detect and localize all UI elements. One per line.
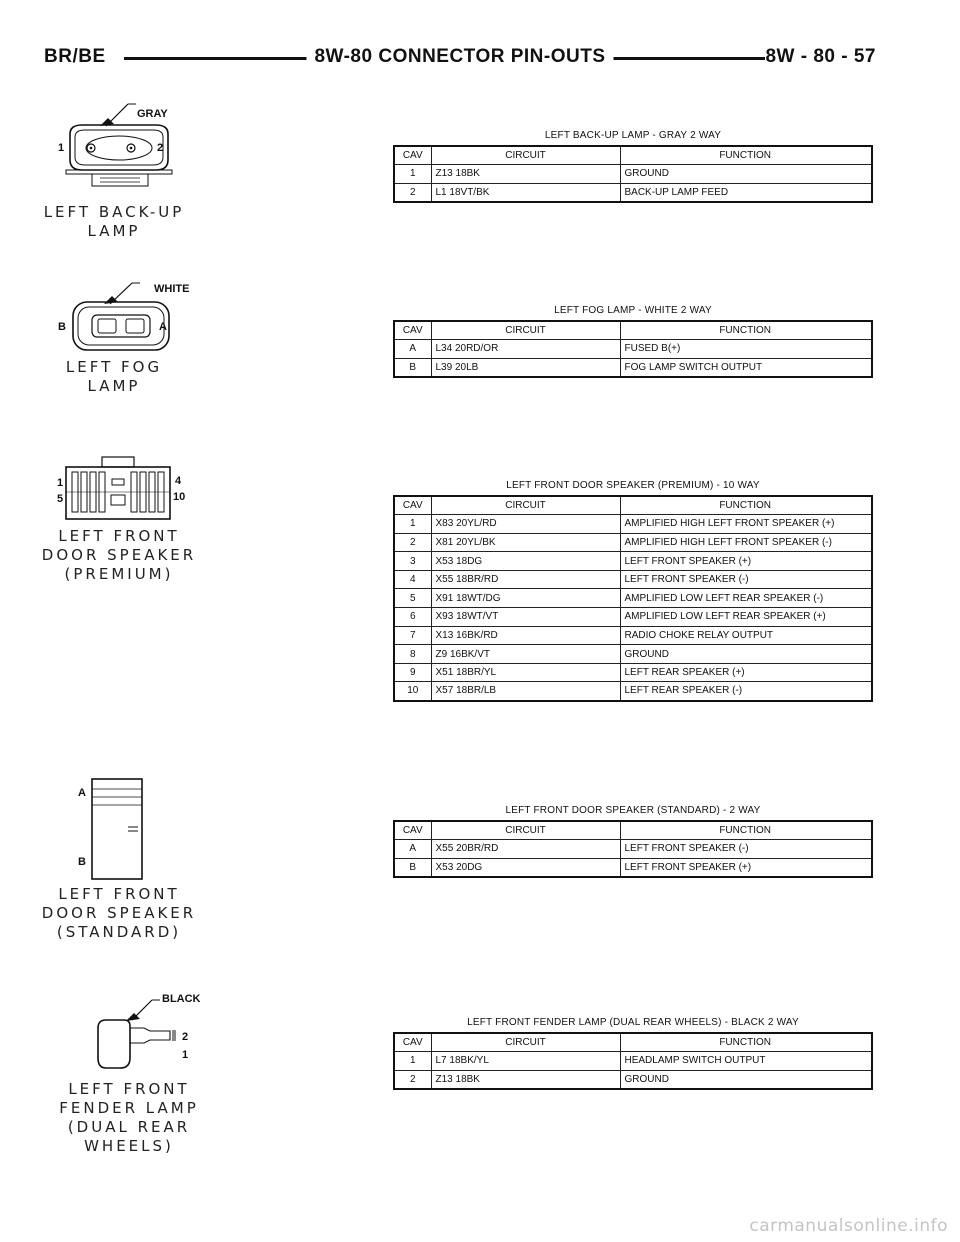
pinout-table-left-backup-lamp [393, 130, 873, 203]
table-row [394, 682, 872, 701]
cell-circuit: Z9 16BK/VT [431, 645, 620, 664]
column-header-cav: CAV [394, 496, 431, 515]
connector-left-front-door-speaker-premium [40, 455, 240, 595]
cell-circuit: X91 18WT/DG [431, 589, 620, 608]
cell-circuit: X81 20YL/BK [431, 533, 620, 552]
header-section-title: 8W-80 CONNECTOR PIN-OUTS [306, 46, 613, 68]
column-header-circuit: CIRCUIT [431, 1033, 620, 1052]
cell-function: LEFT FRONT SPEAKER (+) [620, 552, 872, 571]
table-row [394, 183, 872, 202]
premium-speaker-pin-4: 4 [175, 475, 182, 487]
table-row [394, 645, 872, 664]
cell-cav: B [394, 858, 431, 877]
cell-circuit: L1 18VT/BK [431, 183, 620, 202]
cell-cav: 1 [394, 515, 431, 534]
fog-lamp-pin-b: B [58, 321, 66, 333]
cell-cav: 1 [394, 165, 431, 184]
table-title: LEFT BACK-UP LAMP - GRAY 2 WAY [544, 130, 722, 141]
cell-cav: B [394, 358, 431, 377]
backup-lamp-pin-1: 1 [58, 142, 65, 154]
table-row [394, 840, 872, 859]
cell-circuit: L7 18BK/YL [431, 1052, 620, 1071]
cell-cav: 4 [394, 570, 431, 589]
premium-speaker-connector-icon [40, 455, 240, 525]
cell-cav: 8 [394, 645, 431, 664]
cell-cav: 2 [394, 183, 431, 202]
column-header-function: FUNCTION [620, 146, 872, 165]
table-row [394, 626, 872, 645]
table-header-row [394, 496, 872, 515]
cell-circuit: X55 18BR/RD [431, 570, 620, 589]
pinout-table-left-front-door-speaker-premium [393, 480, 873, 702]
column-header-cav: CAV [394, 146, 431, 165]
cell-function: LEFT REAR SPEAKER (-) [620, 682, 872, 701]
column-header-function: FUNCTION [620, 1033, 872, 1052]
cell-cav: 2 [394, 533, 431, 552]
cell-circuit: X55 20BR/RD [431, 840, 620, 859]
table-header-row [394, 821, 872, 840]
cell-cav: 10 [394, 682, 431, 701]
header-model: BR/BE [44, 46, 106, 67]
fog-lamp-connector-icon [40, 278, 240, 358]
fog-lamp-pin-a: A [159, 321, 167, 333]
premium-speaker-label: LEFT FRONT DOOR SPEAKER (PREMIUM) [41, 527, 197, 583]
column-header-circuit: CIRCUIT [431, 496, 620, 515]
cell-function: LEFT FRONT SPEAKER (-) [620, 570, 872, 589]
cell-cav: 6 [394, 608, 431, 627]
cell-function: HEADLAMP SWITCH OUTPUT [620, 1052, 872, 1071]
table-row [394, 165, 872, 184]
pin-table [393, 320, 873, 378]
cell-circuit: X13 16BK/RD [431, 626, 620, 645]
column-header-cav: CAV [394, 1033, 431, 1052]
cell-circuit: X57 18BR/LB [431, 682, 620, 701]
standard-speaker-pin-a: A [78, 787, 86, 799]
column-header-cav: CAV [394, 321, 431, 340]
table-row [394, 608, 872, 627]
page-header [44, 40, 876, 76]
cell-circuit: Z13 18BK [431, 1070, 620, 1089]
fender-lamp-pin-2: 2 [182, 1031, 189, 1043]
table-row [394, 589, 872, 608]
pin-table [393, 495, 873, 702]
table-row [394, 340, 872, 359]
pin-table [393, 145, 873, 203]
table-row [394, 552, 872, 571]
pin-table [393, 820, 873, 878]
cell-function: AMPLIFIED LOW LEFT REAR SPEAKER (-) [620, 589, 872, 608]
table-row [394, 358, 872, 377]
cell-circuit: X83 20YL/RD [431, 515, 620, 534]
cell-cav: 2 [394, 1070, 431, 1089]
cell-circuit: L34 20RD/OR [431, 340, 620, 359]
backup-lamp-label: LEFT BACK-UP LAMP [43, 203, 185, 240]
cell-cav: 3 [394, 552, 431, 571]
table-title: LEFT FOG LAMP - WHITE 2 WAY [554, 305, 712, 316]
table-row [394, 1070, 872, 1089]
cell-cav: 9 [394, 663, 431, 682]
table-header-row [394, 1033, 872, 1052]
pinout-table-left-front-door-speaker-standard [393, 805, 873, 878]
cell-function: GROUND [620, 165, 872, 184]
table-row [394, 1052, 872, 1071]
cell-function: FOG LAMP SWITCH OUTPUT [620, 358, 872, 377]
cell-function: GROUND [620, 1070, 872, 1089]
table-row [394, 570, 872, 589]
connector-left-front-fender-lamp [40, 988, 240, 1155]
cell-function: GROUND [620, 645, 872, 664]
connector-left-fog-lamp [40, 278, 240, 408]
column-header-function: FUNCTION [620, 821, 872, 840]
pinout-table-left-fog-lamp [393, 305, 873, 378]
cell-circuit: L39 20LB [431, 358, 620, 377]
header-page-number: 8W - 80 - 57 [765, 46, 876, 67]
cell-cav: A [394, 840, 431, 859]
cell-function: BACK-UP LAMP FEED [620, 183, 872, 202]
watermark: carmanualsonline.info [749, 1216, 948, 1236]
backup-lamp-pin-2: 2 [157, 142, 164, 154]
cell-function: RADIO CHOKE RELAY OUTPUT [620, 626, 872, 645]
table-title: LEFT FRONT DOOR SPEAKER (STANDARD) - 2 WAY [505, 805, 761, 816]
column-header-function: FUNCTION [620, 496, 872, 515]
pinout-table-left-front-fender-lamp [393, 1017, 873, 1090]
table-title: LEFT FRONT DOOR SPEAKER (PREMIUM) - 10 WAY [506, 480, 760, 491]
column-header-circuit: CIRCUIT [431, 321, 620, 340]
premium-speaker-pin-10: 10 [173, 491, 186, 503]
fog-lamp-color-label: WHITE [154, 283, 190, 295]
column-header-circuit: CIRCUIT [431, 146, 620, 165]
cell-function: LEFT REAR SPEAKER (+) [620, 663, 872, 682]
fender-lamp-connector-icon [40, 988, 240, 1078]
premium-speaker-pin-1: 1 [57, 477, 64, 489]
cell-cav: 5 [394, 589, 431, 608]
column-header-circuit: CIRCUIT [431, 821, 620, 840]
table-header-row [394, 146, 872, 165]
fender-lamp-label: LEFT FRONT FENDER LAMP (DUAL REAR WHEELS) [59, 1080, 199, 1155]
fender-lamp-color-label: BLACK [162, 993, 201, 1005]
cell-circuit: X53 20DG [431, 858, 620, 877]
table-title: LEFT FRONT FENDER LAMP (DUAL REAR WHEELS) - BLACK 2 WAY [467, 1017, 799, 1028]
table-row [394, 663, 872, 682]
cell-circuit: X51 18BR/YL [431, 663, 620, 682]
cell-circuit: X53 18DG [431, 552, 620, 571]
backup-lamp-color-label: GRAY [137, 108, 168, 120]
column-header-cav: CAV [394, 821, 431, 840]
column-header-function: FUNCTION [620, 321, 872, 340]
fog-lamp-label: LEFT FOG LAMP [65, 358, 163, 395]
cell-circuit: Z13 18BK [431, 165, 620, 184]
connector-left-backup-lamp [40, 100, 240, 250]
cell-circuit: X93 18WT/VT [431, 608, 620, 627]
table-row [394, 533, 872, 552]
cell-cav: 7 [394, 626, 431, 645]
cell-function: AMPLIFIED LOW LEFT REAR SPEAKER (+) [620, 608, 872, 627]
standard-speaker-connector-icon [40, 775, 240, 885]
header-rule-left [124, 57, 316, 60]
fender-lamp-pin-1: 1 [182, 1049, 189, 1061]
cell-cav: 1 [394, 1052, 431, 1071]
cell-function: LEFT FRONT SPEAKER (-) [620, 840, 872, 859]
table-row [394, 515, 872, 534]
cell-function: AMPLIFIED HIGH LEFT FRONT SPEAKER (+) [620, 515, 872, 534]
connector-left-front-door-speaker-standard [40, 775, 240, 945]
table-header-row [394, 321, 872, 340]
table-row [394, 858, 872, 877]
cell-cav: A [394, 340, 431, 359]
pin-table [393, 1032, 873, 1090]
cell-function: FUSED B(+) [620, 340, 872, 359]
cell-function: AMPLIFIED HIGH LEFT FRONT SPEAKER (-) [620, 533, 872, 552]
standard-speaker-pin-b: B [78, 856, 86, 868]
premium-speaker-pin-5: 5 [57, 493, 64, 505]
standard-speaker-label: LEFT FRONT DOOR SPEAKER (STANDARD) [41, 885, 197, 941]
cell-function: LEFT FRONT SPEAKER (+) [620, 858, 872, 877]
